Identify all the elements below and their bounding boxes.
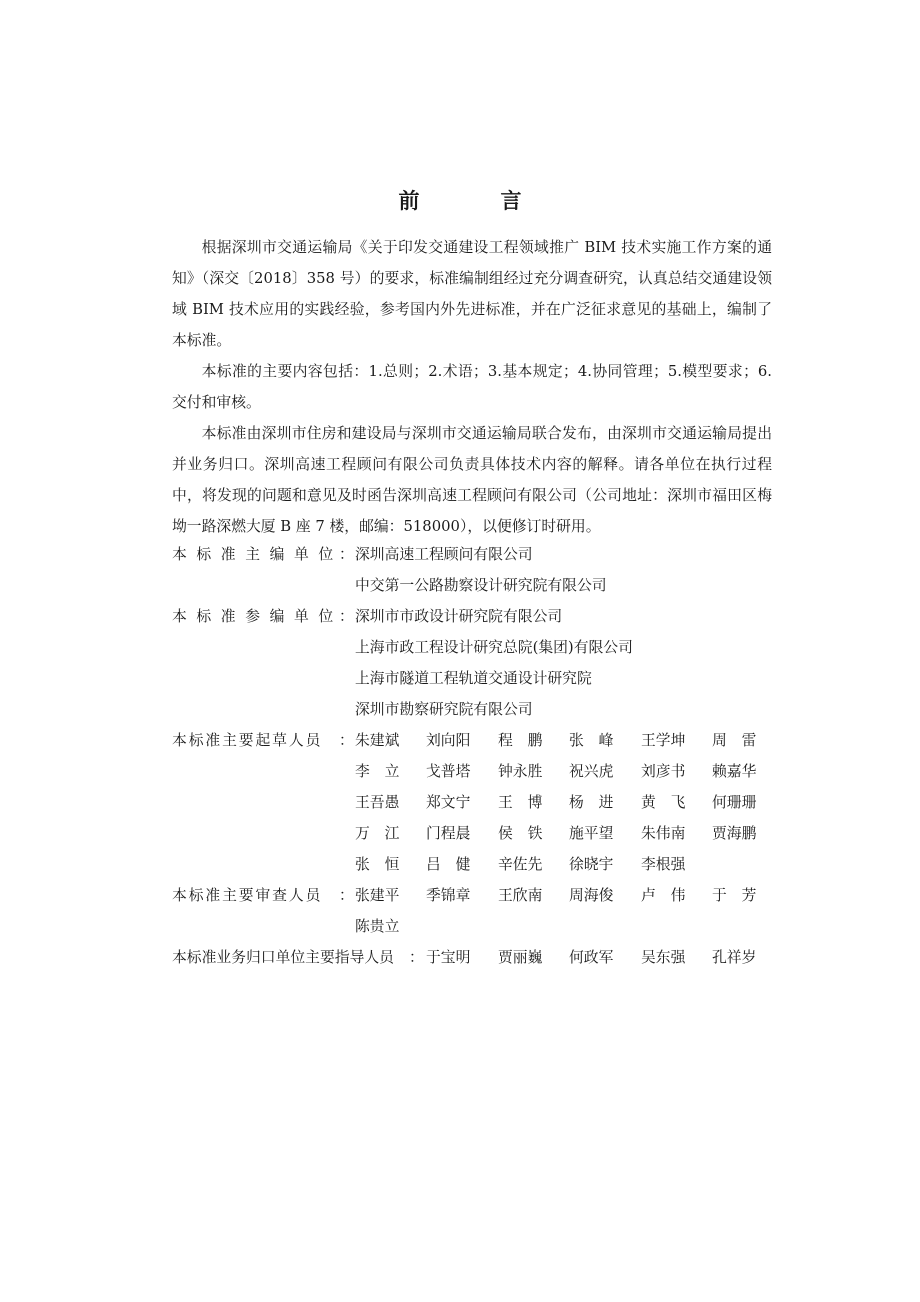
person-name: 朱建斌 (355, 732, 400, 749)
person-name: 张建平 (355, 887, 400, 904)
person-name: 张 恒 (355, 856, 400, 873)
label-colon: ： (339, 732, 354, 749)
person-name: 贾海鹏 (712, 825, 757, 842)
person-name: 季锦章 (426, 887, 471, 904)
reviewers-label: 本标准主要审查人员 (172, 887, 323, 904)
person-name: 贾丽巍 (498, 949, 543, 966)
person-name: 施平望 (569, 825, 614, 842)
person-name: 程 鹏 (498, 732, 543, 749)
person-name: 于 芳 (712, 887, 757, 904)
person-name: 王欣南 (498, 887, 543, 904)
person-name: 李根强 (641, 856, 686, 873)
person-name: 黄 飞 (641, 794, 686, 811)
label-colon: ： (339, 887, 354, 904)
label-colon: ： (339, 546, 354, 563)
participating-units-label: 本标准参编单位 (172, 608, 343, 625)
person-name: 钟永胜 (498, 763, 543, 780)
person-name: 吕 健 (426, 856, 471, 873)
person-name: 杨 进 (569, 794, 614, 811)
unit-name: 中交第一公路勘察设计研究院有限公司 (355, 577, 607, 594)
chief-units-label: 本标准主编单位 (172, 546, 343, 563)
person-name: 何珊珊 (712, 794, 757, 811)
paragraph-responsibility: 本标准由深圳市住房和建设局与深圳市交通运输局联合发布，由深圳市交通运输局提出并业务归口。深圳高速工程顾问有限公司负责具体技术内容的解释。请各单位在执行过程中，将发现的问题和意见及时函告深圳高速工程顾问有限公司（公司地址：深圳市福田区梅坳一路深燃大厦 B 座 7 楼，邮编：518000），以便修订时研用。 (172, 425, 772, 535)
person-name: 万 江 (355, 825, 400, 842)
unit-name: 深圳市市政设计研究院有限公司 (355, 608, 563, 625)
paragraph-contents: 本标准的主要内容包括：1.总则；2.术语；3.基本规定；4.协同管理；5.模型要求；6.交付和审核。 (172, 363, 772, 411)
person-name: 陈贵立 (355, 918, 400, 935)
unit-name: 深圳高速工程顾问有限公司 (355, 546, 533, 563)
label-colon: ： (409, 949, 424, 966)
person-name: 辛佐先 (498, 856, 543, 873)
person-name: 何政军 (569, 949, 614, 966)
person-name: 吴东强 (641, 949, 686, 966)
unit-name: 上海市政工程设计研究总院(集团)有限公司 (355, 639, 633, 656)
preface-body (172, 232, 772, 542)
person-name: 戈普塔 (426, 763, 471, 780)
person-name: 刘彦书 (641, 763, 686, 780)
person-name: 王 博 (498, 794, 543, 811)
person-name: 刘向阳 (426, 732, 471, 749)
drafters-label: 本标准主要起草人员 (172, 732, 323, 749)
person-name: 周海俊 (569, 887, 614, 904)
person-name: 徐晓宇 (569, 856, 614, 873)
person-name: 侯 铁 (498, 825, 543, 842)
person-name: 朱伟南 (641, 825, 686, 842)
paragraph-background: 根据深圳市交通运输局《关于印发交通建设工程领域推广 BIM 技术实施工作方案的通知》（深交〔2018〕358 号）的要求，标准编制组经过充分调查研究，认真总结交通建设领域 BIM 技术应用的实践经验，参考国内外先进标准，并在广泛征求意见的基础上，编制了本标准。 (172, 239, 772, 349)
person-name: 李 立 (355, 763, 400, 780)
person-name: 祝兴虎 (569, 763, 614, 780)
supervisors-label: 本标准业务归口单位主要指导人员 (172, 949, 394, 966)
label-colon: ： (339, 608, 354, 625)
person-name: 赖嘉华 (712, 763, 757, 780)
person-name: 张 峰 (569, 732, 614, 749)
unit-name: 上海市隧道工程轨道交通设计研究院 (355, 670, 592, 687)
page-title: 前 言 (398, 189, 552, 213)
person-name: 卢 伟 (641, 887, 686, 904)
person-name: 王学坤 (641, 732, 686, 749)
person-name: 于宝明 (426, 949, 471, 966)
person-name: 郑文宁 (426, 794, 471, 811)
person-name: 门程晨 (426, 825, 471, 842)
unit-name: 深圳市勘察研究院有限公司 (355, 701, 533, 718)
person-name: 孔祥岁 (712, 949, 757, 966)
person-name: 王吾愚 (355, 794, 400, 811)
person-name: 周 雷 (712, 732, 757, 749)
